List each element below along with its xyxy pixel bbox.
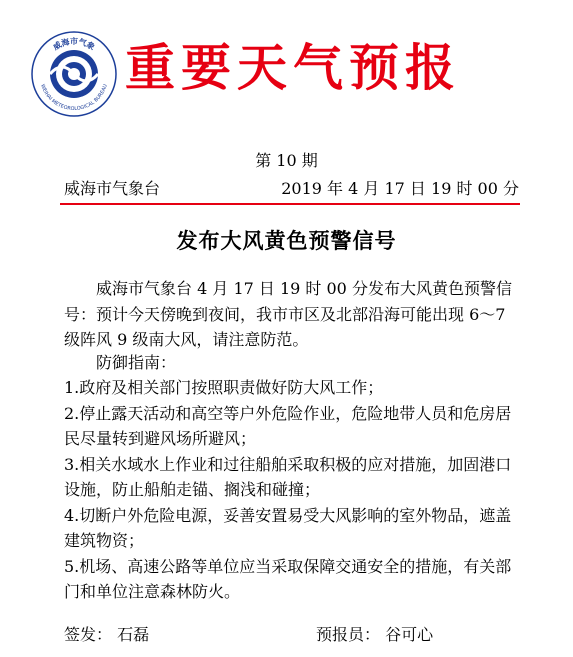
issue-number: 第 10 期 — [255, 151, 318, 170]
guide-heading: 防御指南： — [96, 353, 177, 372]
guide-item: 5.机场、高速公路等单位应当采取保障交通安全的措施，有关部门和单位注意森林防火。 — [64, 556, 512, 601]
banner-title: 重要天气预报 — [125, 38, 461, 97]
document-title: 发布大风黄色预警信号 — [176, 228, 397, 253]
guide-item: 2.停止露天活动和高空等户外危险作业，危险地带人员和危房居民尽量转到避风场所避风； — [64, 403, 512, 448]
guide-item: 1.政府及相关部门按照职责做好防大风工作； — [64, 378, 384, 397]
forecaster-signature: 预报员： 谷可心 — [316, 625, 434, 644]
guide-item: 3.相关水域水上作业和过往船舶采取积极的应对措施，加固港口设施，防止船舶走锚、搁浅和碰撞； — [64, 454, 512, 499]
issuing-organization: 威海市气象台 — [64, 179, 161, 198]
document-header — [0, 0, 573, 140]
red-divider — [60, 203, 520, 205]
issue-datetime: 2019 年 4 月 17 日 19 时 00 分 — [281, 179, 519, 198]
seal-icon — [30, 30, 118, 118]
svg-text:威海市气象: 威海市气象 — [51, 37, 97, 52]
guide-item: 4.切断户外危险电源，妥善安置易受大风影响的室外物品，遮盖建筑物资； — [64, 505, 512, 550]
meteorological-bureau-logo — [30, 30, 118, 118]
svg-text:WEIHAI METEOROLOGICAL BUREAU: WEIHAI METEOROLOGICAL BUREAU — [39, 83, 109, 113]
main-paragraph: 威海市气象台 4 月 17 日 19 时 00 分发布大风黄色预警信号：预计今天傍晚到夜间，我市市区及北部沿海可能出现 6～7 级阵风 9 级南大风，请注意防范。 — [64, 279, 512, 349]
guide-list — [64, 375, 516, 605]
issuer-signature: 签发： 石磊 — [64, 625, 150, 644]
